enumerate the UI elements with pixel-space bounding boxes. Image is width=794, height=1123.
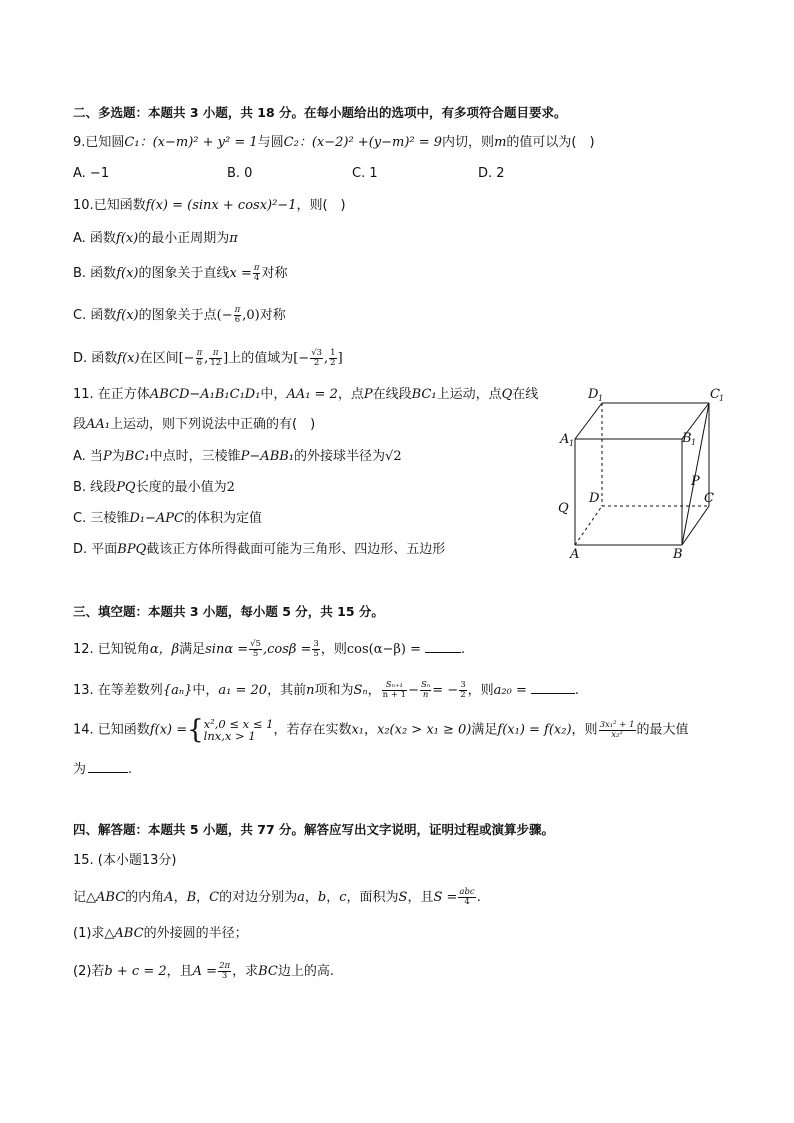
q14-x2: x₂(x₂ > x₁ ≥ 0) <box>377 722 472 738</box>
q15-p1-text: 的外接圆的半径； <box>143 926 248 941</box>
q11-edge: AA₁ = 2 <box>286 387 338 402</box>
q10-d-comma: , <box>204 351 209 366</box>
question-10-stem <box>73 197 346 215</box>
fraction-numerator: 3x₁² + 1 <box>599 719 635 730</box>
fraction-denominator: n + 1 <box>382 690 407 700</box>
fraction-denominator: 2 <box>313 358 320 368</box>
question-13 <box>73 681 579 700</box>
q9-lead: 已知圆 <box>85 135 125 150</box>
q15-var: a <box>297 890 305 905</box>
q14-text: 的最大值 <box>636 722 689 738</box>
q10-number: 10. <box>73 198 94 213</box>
label-a1: A <box>560 432 570 447</box>
q9-tail: 内切，则 <box>442 135 495 150</box>
q10-function: f(x) = (sinx + cosx)²−1 <box>145 198 297 213</box>
q11-b-value: 2 <box>226 480 235 495</box>
q14-answer-blank[interactable] <box>88 760 128 773</box>
label-c: C <box>704 491 714 506</box>
q11-b-pq: PQ <box>116 480 136 495</box>
fraction-denominator: 6 <box>234 315 241 325</box>
label-b1: B <box>682 431 692 446</box>
question-11-line1 <box>73 386 538 404</box>
section-answer-heading: 四、解答题：本题共 5 小题，共 77 分。解答应写出文字说明，证明过程或演算步骤。 <box>73 822 555 837</box>
label-p: P <box>691 474 700 489</box>
q10-d-comma2: , <box>324 351 329 366</box>
q13-period: . <box>574 683 579 698</box>
q11-a-text: 中点时，三棱锥 <box>149 449 241 464</box>
q10-option-c <box>73 306 286 325</box>
q15-frac <box>458 888 475 907</box>
section-multi-choice-heading: 二、多选题：本题共 3 小题，共 18 分。在每小题给出的选项中，有多项符合题目要求。 <box>73 105 567 120</box>
fraction-numerator: π <box>253 263 260 273</box>
q11-c-pyramid: D₁−APC <box>129 511 184 526</box>
q11-a-text: 的外接球半径为 <box>294 449 386 464</box>
q10-d-bracket: [− <box>178 351 195 366</box>
q11-a-bc1: BC₁ <box>124 449 150 464</box>
fraction-numerator: π <box>209 349 222 359</box>
q13-frac3 <box>459 681 466 700</box>
q15-period: . <box>476 890 481 905</box>
q10-d-frac4 <box>329 349 336 368</box>
q11-a-text: 为 <box>111 449 125 464</box>
q15-text: 的内角 <box>125 890 165 905</box>
q11-c-text: C. 三棱锥 <box>73 511 130 526</box>
q10-b-text2: 的图象关于直线 <box>138 266 230 281</box>
q12-target: cos(α−β) = <box>346 642 421 657</box>
q15-var: C <box>209 890 220 905</box>
question-14-line1 <box>73 717 689 743</box>
q13-text: ，其前 <box>267 683 307 698</box>
q10-option-a <box>73 230 238 248</box>
q9-option-c: C. 1 <box>352 166 378 181</box>
q15-text: ，且 <box>407 890 434 905</box>
q10-b-text: B. 函数 <box>73 266 117 281</box>
question-12 <box>73 640 465 659</box>
q13-a1: a₁ = 20 <box>218 683 268 698</box>
q15-var: S <box>398 890 408 905</box>
q10-stem-b: ，则( ) <box>296 198 346 213</box>
q9-number: 9. <box>73 135 86 150</box>
q14-eq: f(x₁) = f(x₂) <box>497 722 572 738</box>
q11-segment-aa1: AA₁ <box>86 417 111 432</box>
q15-text: 记 <box>73 890 87 905</box>
edge-a1d1 <box>575 403 602 439</box>
q11-segment: BC₁ <box>411 387 437 402</box>
q13-minus: − <box>408 683 419 698</box>
q13-seq: {aₙ} <box>162 683 193 698</box>
q9-circle-c2: C₂：(x−2)² +(y−m)² = 9 <box>283 135 443 150</box>
q14-text: ， <box>364 722 378 738</box>
q10-d-frac3 <box>310 349 323 368</box>
q13-eq: = − <box>432 683 459 698</box>
q14-text: 满足 <box>471 722 498 738</box>
q15-p1-triangle: △ABC <box>104 926 144 941</box>
q10-c-text: C. 函数 <box>73 308 117 323</box>
q15-text: ， <box>173 890 187 905</box>
q15-p2-text: 边上的高. <box>277 964 334 979</box>
q14-text: ，若存在实数 <box>273 722 352 738</box>
q10-option-d <box>73 349 343 368</box>
label-a1-sub: 1 <box>569 439 575 448</box>
cube-figure <box>552 382 727 562</box>
fraction-numerator: 1 <box>330 348 336 358</box>
q10-c-text3: 对称 <box>259 308 286 323</box>
q14-text: ，则 <box>571 722 598 738</box>
q12-answer-blank[interactable] <box>425 640 461 653</box>
q11-text: 在线段 <box>372 387 412 402</box>
q10-d-frac1 <box>196 349 204 368</box>
fraction-denominator: 5 <box>313 649 319 659</box>
q9-end: 的值可以为( ) <box>506 135 595 150</box>
q12-text: 满足 <box>179 642 206 657</box>
q12-angles: α，β <box>149 642 180 657</box>
q10-a-text2: 的最小正周期为 <box>138 231 230 246</box>
q10-a-pi: π <box>229 231 238 246</box>
q10-option-b <box>73 264 287 283</box>
q11-option-c <box>73 510 262 528</box>
fraction-numerator: Sₙ₊₁ <box>382 681 407 691</box>
q11-text: ，点 <box>337 387 364 402</box>
q13-frac1 <box>382 681 407 700</box>
section-fill-blank-heading: 三、填空题：本题共 3 小题，每小题 5 分，共 15 分。 <box>73 604 384 619</box>
q15-p1-text: (1)求 <box>73 926 105 941</box>
q15-triangle: △ABC <box>86 890 126 905</box>
fraction-denominator: 6 <box>196 358 203 368</box>
q10-d-text3: 上的值域为 <box>228 351 294 366</box>
q13-text: 13. 在等差数列 <box>73 683 163 698</box>
q14-text: 为 <box>73 762 87 777</box>
label-d1: D <box>588 387 599 402</box>
q12-sin: sinα = <box>205 642 249 657</box>
fraction-denominator: 3 <box>221 971 228 981</box>
q11-option-a <box>73 448 402 466</box>
q14-text: 14. 已知函数 <box>73 722 150 738</box>
q11-text: 段 <box>73 417 87 432</box>
q10-d-text2: 在区间 <box>139 351 179 366</box>
q15-p2-text: ，且 <box>166 964 193 979</box>
q15-var: b <box>317 890 327 905</box>
q11-a-text: A. 当 <box>73 449 103 464</box>
fraction-denominator: 4 <box>464 897 470 907</box>
q14-f: f(x) = <box>149 722 188 738</box>
q10-a-f: f(x) <box>115 231 139 246</box>
question-15-part2 <box>73 962 334 981</box>
q10-c-f: f(x) <box>116 308 139 323</box>
q11-b-text: B. 线段 <box>73 480 117 495</box>
label-d1-sub: 1 <box>598 394 604 403</box>
q15-text: ， <box>196 890 210 905</box>
fraction-numerator: √3 <box>311 348 323 358</box>
q13-text: 项和为 <box>314 683 354 698</box>
fraction-denominator: x₂² <box>611 729 623 740</box>
q10-c-fraction <box>234 306 242 325</box>
q14-brace: { <box>187 715 204 745</box>
fraction-numerator: π <box>196 348 203 358</box>
fraction-numerator: 3 <box>313 639 319 649</box>
q12-frac1 <box>249 640 262 659</box>
q11-d-plane: BPQ <box>117 542 147 557</box>
q12-frac2 <box>312 640 319 659</box>
q9-option-a: A. −1 <box>73 166 110 181</box>
q10-c-text2: 的图象关于点 <box>138 308 217 323</box>
q14-x1: x₁ <box>351 722 364 738</box>
q13-text: ，则 <box>467 683 494 698</box>
q11-d-text: 截该正方体所得截面可能为三角形、四边形、五边形 <box>146 542 446 557</box>
q11-a-pyramid: P−ABB₁ <box>240 449 295 464</box>
q11-cube-name: ABCD−A₁B₁C₁D₁ <box>149 387 261 402</box>
q11-text: 在线 <box>512 387 539 402</box>
q9-circle-c1: C₁：(x−m)² + y² = 1 <box>124 135 258 150</box>
q11-option-b <box>73 479 235 497</box>
question-11-line2 <box>73 416 315 434</box>
q10-b-x: x = <box>229 266 252 281</box>
q10-d-bracket2: ] <box>223 351 229 366</box>
fraction-numerator: Sₙ <box>421 680 431 690</box>
fraction-denominator: 5 <box>252 649 259 659</box>
q11-b-text: 长度的最小值为 <box>135 480 227 495</box>
q13-a20: a₂₀ = <box>493 683 527 698</box>
fraction-denominator: 12 <box>210 358 222 368</box>
q10-d-frac2 <box>209 349 222 368</box>
q11-text: 上运动，则下列说法中正确的有( ) <box>110 417 316 432</box>
q13-sn: Sₙ <box>353 683 368 698</box>
label-b1-sub: 1 <box>691 438 697 447</box>
q11-point-q: Q <box>501 387 513 402</box>
q11-d-text: D. 平面 <box>73 542 118 557</box>
q15-var: B <box>186 890 197 905</box>
fraction-denominator: n <box>422 690 429 700</box>
label-c1-sub: 1 <box>719 394 725 403</box>
q15-text: ，面积为 <box>346 890 399 905</box>
q11-c-text: 的体积为定值 <box>183 511 262 526</box>
q14-period: . <box>128 762 133 777</box>
q10-a-text: A. 函数 <box>73 231 116 246</box>
q11-a-p: P <box>102 449 112 464</box>
q12-cos: ,cosβ = <box>262 642 312 657</box>
question-15-part1 <box>73 925 248 943</box>
fraction-numerator: π <box>234 305 241 315</box>
q10-d-range-bracket: [− <box>293 351 310 366</box>
fraction-denominator: 4 <box>253 273 260 283</box>
q13-frac2 <box>420 681 431 700</box>
q13-text: ， <box>367 683 381 698</box>
q15-p2-frac <box>218 962 231 981</box>
fraction-numerator: abc <box>459 887 475 897</box>
edge-ad-hidden <box>575 506 602 545</box>
q13-text: 中， <box>192 683 219 698</box>
fraction-numerator: √5 <box>250 639 261 649</box>
fraction-denominator: 2 <box>460 690 466 700</box>
q10-stem-a: 已知函数 <box>93 198 146 213</box>
question-14-line2 <box>73 760 132 779</box>
q14-frac <box>599 721 636 740</box>
q9-option-d: D. 2 <box>478 166 505 181</box>
q15-area: S = <box>433 890 458 905</box>
q11-text: 中， <box>260 387 287 402</box>
q13-n: n <box>306 683 315 698</box>
label-a: A <box>570 547 580 562</box>
q10-b-text3: 对称 <box>261 266 288 281</box>
q15-text: 的对边分别为 <box>219 890 298 905</box>
q10-b-fraction <box>253 264 261 283</box>
q12-text: ，则 <box>320 642 347 657</box>
q12-period: . <box>461 642 466 657</box>
q14-case2: lnx,x > 1 <box>203 729 256 743</box>
q15-p2-text: (2)若 <box>73 964 105 979</box>
q11-a-root2: √2 <box>385 449 402 464</box>
q10-c-paren: (− <box>216 308 233 323</box>
q15-text: ， <box>304 890 318 905</box>
q15-text: ， <box>326 890 340 905</box>
question-9-stem <box>73 134 595 152</box>
fraction-numerator: 3 <box>460 680 466 690</box>
q15-var: A <box>164 890 174 905</box>
q10-d-text: D. 函数 <box>73 351 118 366</box>
q9-var: m <box>494 135 507 150</box>
question-15-title: 15. (本小题13分) <box>73 853 177 868</box>
label-c1: C <box>710 387 720 402</box>
fraction-numerator: 2π <box>219 961 231 971</box>
q15-p2-text: ，求 <box>232 964 259 979</box>
q12-text: 12. 已知锐角 <box>73 642 150 657</box>
fraction-denominator: 2 <box>330 358 336 368</box>
q14-case1: x²,0 ≤ x ≤ 1 <box>203 717 274 731</box>
q10-c-paren2: ,0) <box>242 308 260 323</box>
q11-text: 上运动，点 <box>436 387 502 402</box>
q9-mid: 与圆 <box>257 135 284 150</box>
label-d: D <box>589 491 600 506</box>
q15-p2-angle: A = <box>192 964 218 979</box>
q14-cases <box>204 718 274 742</box>
q10-b-f: f(x) <box>116 266 139 281</box>
label-q: Q <box>558 501 569 516</box>
q15-p2-eq: b + c = 2 <box>104 964 167 979</box>
q13-answer-blank[interactable] <box>531 681 575 694</box>
question-15-stem <box>73 888 481 907</box>
q10-d-range-bracket2: ] <box>337 351 343 366</box>
q11-option-d <box>73 541 445 559</box>
q11-point-p: P <box>363 387 373 402</box>
q9-option-b: B. 0 <box>227 166 253 181</box>
label-b: B <box>673 547 683 562</box>
q15-var: c <box>339 890 347 905</box>
q15-p2-bc: BC <box>258 964 278 979</box>
q11-text: 11. 在正方体 <box>73 387 150 402</box>
q10-d-f: f(x) <box>117 351 140 366</box>
